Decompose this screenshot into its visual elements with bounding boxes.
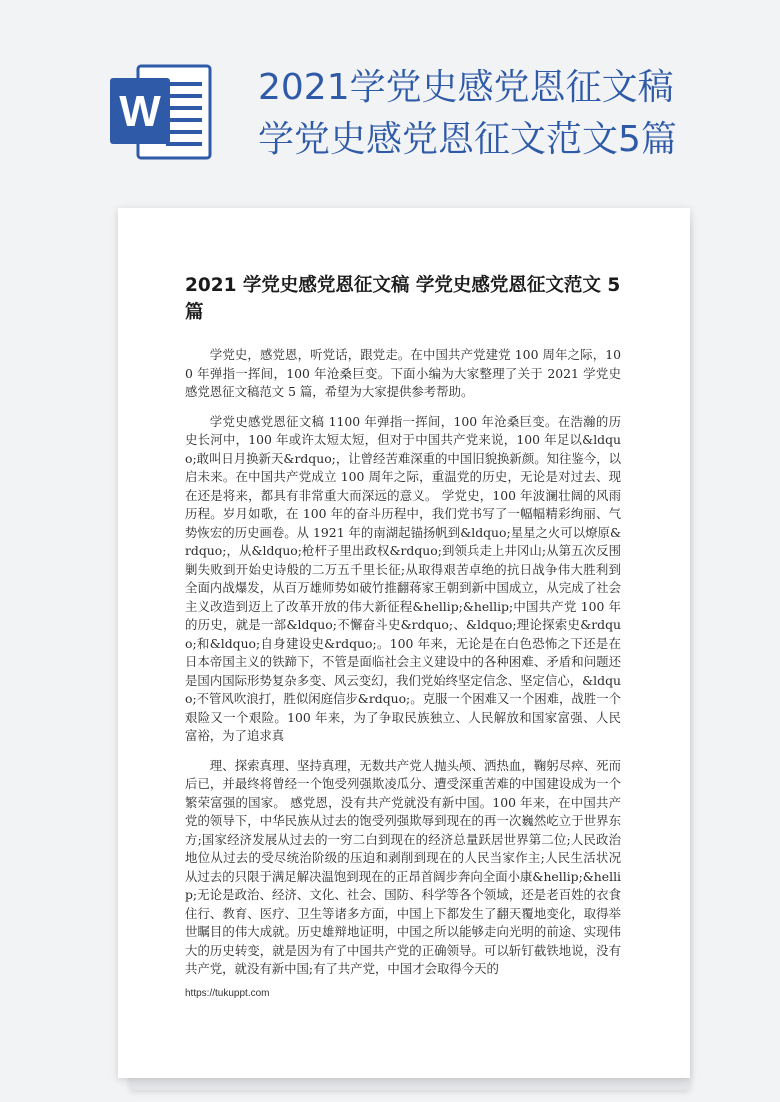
banner-title xyxy=(258,62,758,166)
footer-url: https://tukuppt.com xyxy=(185,988,270,999)
paragraph-intro: 学党史，感党恩，听党话，跟党走。在中国共产党建党 100 周年之际，100 年弹指一挥间，100 年沧桑巨变。下面小编为大家整理了关于 2021 学党史感党恩征文稿范文 5 篇，希望为大家提供参考帮助。 xyxy=(185,347,621,399)
word-logo-letter: W xyxy=(119,87,161,136)
paragraph-essay-1: 学党史感党恩征文稿 1100 年弹指一挥间，100 年沧桑巨变。在浩瀚的历史长河中，100 年或许太短太短，但对于中国共产党来说，100 年足以&ldquo;敢叫日月换新天&rdquo;，让曾经苦难深重的中国旧貌换新颜。知往鉴今，以启未来。在中国共产党成立 100 周年之际，重温党的历史，无论是对过去、现在还是将来，都具有非常重大而深远的意义。 学党史，100 年波澜壮阔的风雨历程。岁月如歌，在 100 年的奋斗历程中，我们党书写了一幅幅精彩绚丽、气势恢宏的历史画卷。从 1921 年的南湖起锚扬帆到&ldquo;星星之火可以燎原&rdquo;，从&ldquo;枪杆子里出政权&rdquo;到领兵走上井冈山;从第五次反围剿失败到开始史诗般的二万五千里长征;从取得艰苦卓绝的抗日战争伟大胜利到全面内战爆发，从百万雄师势如破竹推翻蒋家王朝到新中国成立，从完成了社会主义改造到迈上了改革开放的伟大新征程&hellip;&hellip;中国共产党 100 年的历史，就是一部&ldquo;不懈奋斗史&rdquo;、&ldquo;理论探索史&rdquo;和&ldquo;自身建设史&rdquo;。100 年来，无论是在白色恐怖之下还是在日本帝国主义的铁蹄下，不管是面临社会主义建设中的各种困难、矛盾和问题还是国内国际形势复杂多变、风云变幻，我们党始终坚定信念、坚定信心，&ldquo;不管风吹浪打，胜似闲庭信步&rdquo;。克服一个困难又一个困难，战胜一个艰险又一个艰险。100 年来，为了争取民族独立、人民解放和国家富强、人民富裕，为了追求真 xyxy=(185,413,621,743)
banner-title-line2: 学党史感党恩征文范文5篇 xyxy=(258,119,677,160)
banner-title-line1: 2021学党史感党恩征文稿 xyxy=(258,67,674,108)
document-body xyxy=(185,346,621,990)
banner xyxy=(0,0,780,200)
paragraph-essay-1-cont: 理、探索真理、坚持真理，无数共产党人抛头颅、洒热血，鞠躬尽瘁、死而后已，并最终将曾经一个饱受列强欺凌瓜分、遭受深重苦难的中国建设成为一个繁荣富强的国家。 感党恩，没有共产党就没有新中国。100 年来，在中国共产党的领导下，中华民族从过去的饱受列强欺辱到现在的再一次巍然屹立于世界东方;国家经济发展从过去的一穷二白到现在的经济总量跃居世界第二位;人民政治地位从过去的受尽统治阶级的压迫和剥削到现在的人民当家作主;人民生活状况从过去的只限于满足解决温饱到现在的正昂首阔步奔向全面小康&hellip;&hellip;无论是政治、经济、文化、社会、国防、科学等各个领域，还是老百姓的衣食住行、教育、医疗、卫生等诸多方面，中国上下都发生了翻天覆地变化，取得举世瞩目的伟大成就。历史雄辩地证明，中国之所以能够走向光明的前途、实现伟大的历史转变，就是因为有了中国共产党的正确领导。可以斩钉截铁地说，没有共产党，就没有新中国;有了共产党，中国才会取得今天的 xyxy=(185,757,621,976)
document-title: 2021 学党史感党恩征文稿 学党史感党恩征文范文 5 篇 xyxy=(185,275,621,323)
document-page xyxy=(118,208,690,1078)
word-document-icon xyxy=(108,58,214,164)
